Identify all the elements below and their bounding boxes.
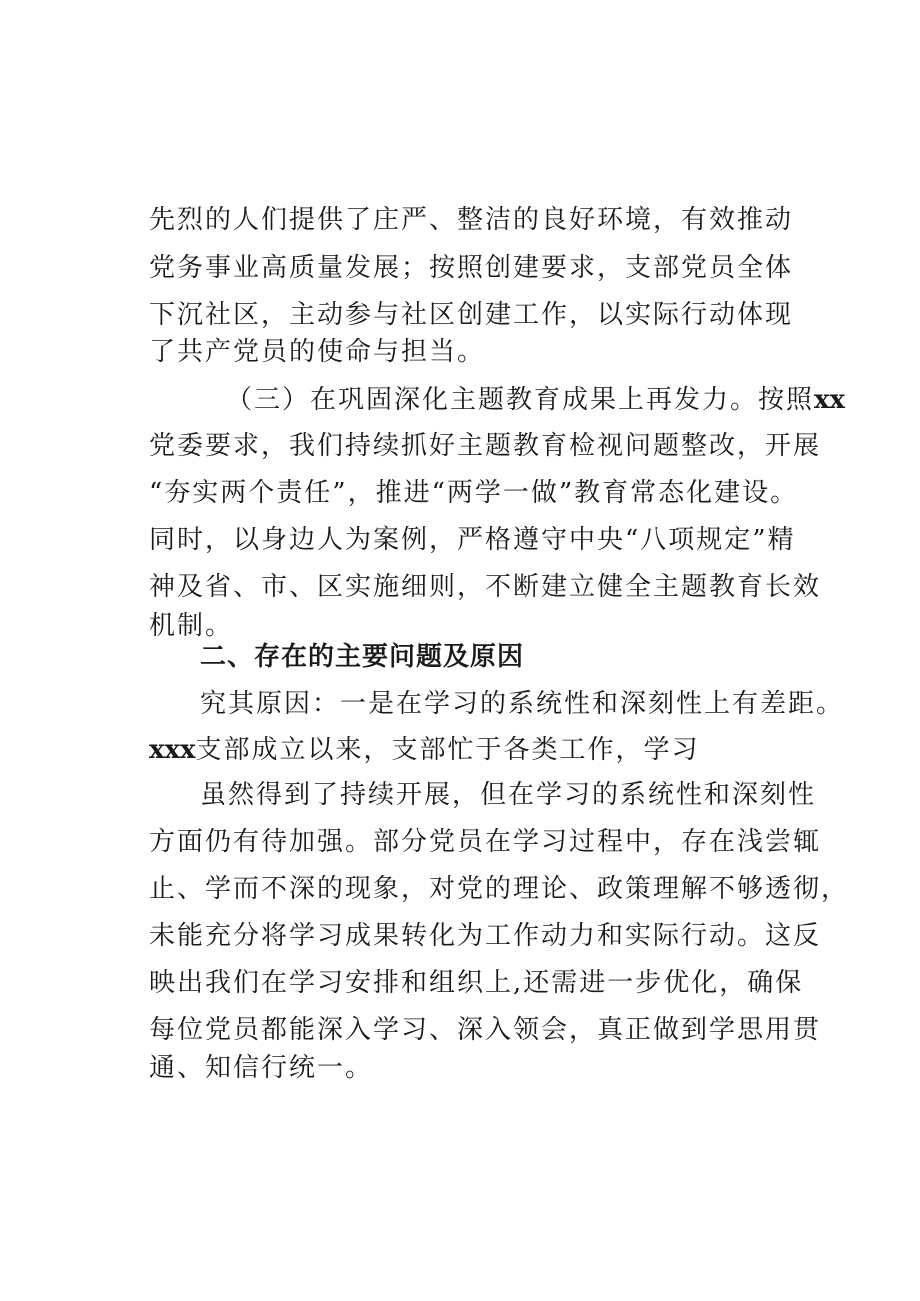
para2-line-1 (226, 376, 845, 424)
para3-xxx: xxx (149, 735, 196, 765)
para1-line-4: 了共产党员的使命与担当。 (149, 337, 486, 367)
para4-line-7: 通、知信行统一。 (149, 1053, 374, 1083)
para1-line-1: 先烈的人们提供了庄严、整洁的良好环境，有效推动 (149, 205, 794, 235)
para4-line-5: 映出我们在学习安排和组织上,还需进一步优化，确保 (149, 968, 804, 998)
para4-line-3: 止、学而不深的现象，对党的理论、政策理解不够透彻， (149, 874, 850, 904)
para2-line-4: 同时，以身边人为案例，严格遵守中央“八项规定”精 (149, 525, 796, 555)
para4-line-1: 虽然得到了持续开展，但在学习的系统性和深刻性 (200, 780, 817, 810)
para2-line-2: 党委要求，我们持续抓好主题教育检视问题整改，开展 (149, 431, 822, 461)
para2-line-6: 机制。 (149, 611, 234, 641)
para2-line-3: “夯实两个责任”，推进“两学一做”教育常态化建设。 (149, 478, 799, 508)
para3-line-2 (149, 726, 700, 774)
para2-prefix: （三）在巩固深化主题教育成果上再发力。按照 (226, 385, 815, 415)
para3-line-1: 究其原因：一是在学习的系统性和深刻性上有差距。 (200, 689, 845, 719)
para4-line-4: 未能充分将学习成果转化为工作动力和实际行动。这反 (149, 921, 822, 951)
para2-xx: xx (814, 385, 846, 415)
section-heading: 二、存在的主要问题及原因 (200, 642, 525, 672)
para4-line-2: 方面仍有待加强。部分党员在学习过程中，存在浅尝辄 (149, 827, 822, 857)
para2-line-5: 神及省、市、区实施细则，不断建立健全主题教育长效 (149, 572, 822, 602)
para4-line-6: 每位党员都能深入学习、深入领会，真正做到学思用贯 (149, 1015, 822, 1045)
para3-rest: 支部成立以来，支部忙于各类工作，学习 (195, 735, 700, 765)
para1-line-2: 党务事业高质量发展；按照创建要求，支部党员全体 (149, 253, 794, 283)
para1-line-3: 下沉社区，主动参与社区创建工作，以实际行动体现 (149, 300, 794, 330)
